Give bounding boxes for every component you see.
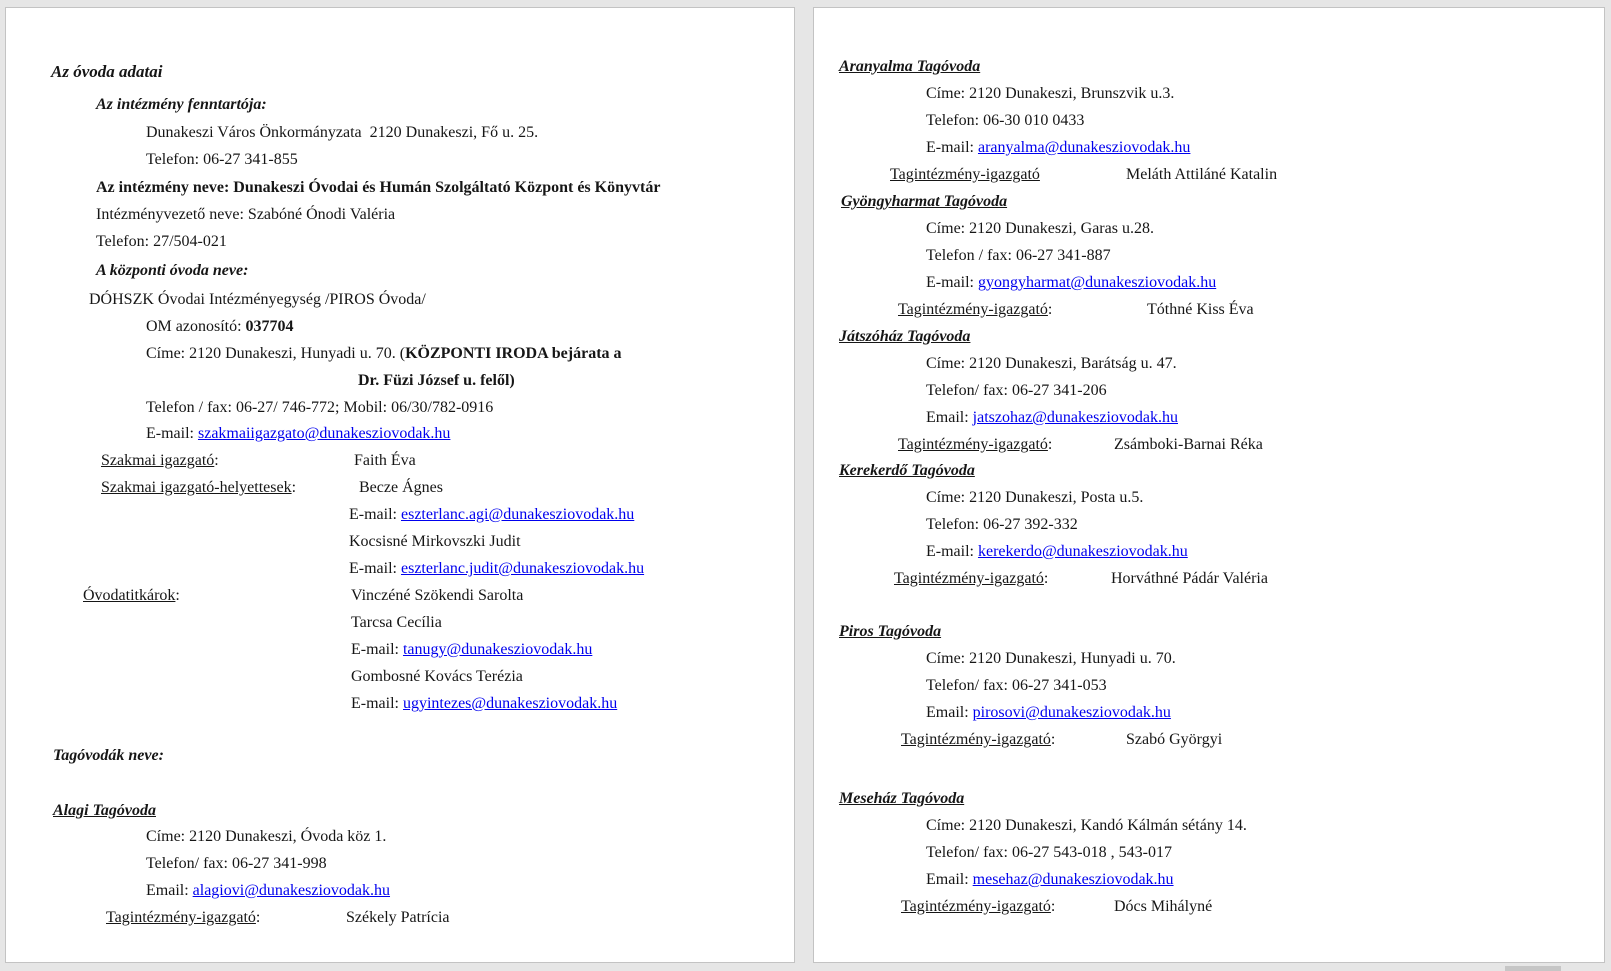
secretaries-line: [83, 585, 524, 606]
deputy1-name: Becze Ágnes: [359, 479, 443, 496]
branch-address: Címe: 2120 Dunakeszi, Posta u.5.: [926, 489, 1144, 506]
branch-email-line: [926, 407, 1178, 428]
branch-email-line: [926, 702, 1171, 723]
branch-director-label: Tagintézmény-igazgató: [894, 570, 1044, 587]
central-phone: Telefon / fax: 06-27/ 746-772; Mobil: 06/30/782-0916: [146, 399, 494, 416]
branch-heading: Piros Tagóvoda: [839, 623, 942, 640]
institution-phone: Telefon: 27/504-021: [96, 233, 227, 250]
branch-director-label: Tagintézmény-igazgató: [901, 898, 1051, 915]
email-label: Email:: [926, 409, 973, 426]
branch-phone: Telefon / fax: 06-27 341-887: [926, 247, 1111, 264]
branch-email-line: [926, 869, 1174, 890]
branch-director-colon: :: [1047, 436, 1053, 453]
branch-phone: Telefon/ fax: 06-27 341-206: [926, 382, 1107, 399]
central-address: [146, 343, 622, 364]
branch-email-link[interactable]: kerekerdo@dunakesziovodak.hu: [977, 543, 1188, 560]
branch-heading: Kerekerdő Tagóvoda: [839, 462, 975, 479]
branch-heading: Aranyalma Tagóvoda: [839, 58, 981, 75]
branch-email-link[interactable]: gyongyharmat@dunakesziovodak.hu: [977, 274, 1217, 291]
email-label: E-mail:: [926, 274, 978, 291]
branch-address: Címe: 2120 Dunakeszi, Hunyadi u. 70.: [926, 650, 1176, 667]
branch-director-label: Tagintézmény-igazgató: [901, 731, 1051, 748]
deputy-line: [101, 477, 443, 498]
email-label: E-mail:: [926, 139, 978, 156]
branch-director-line: [901, 729, 1223, 750]
document-page-right: [813, 7, 1605, 963]
branch-director-name: Dócs Mihályné: [1114, 898, 1213, 915]
branch-email-line: [926, 272, 1216, 293]
page-title: Az óvoda adatai: [51, 62, 163, 81]
om-value: 037704: [245, 318, 294, 335]
branch-phone: Telefon/ fax: 06-27 341-998: [146, 855, 327, 872]
maintainer-address: Dunakeszi Város Önkormányzata 2120 Dunakeszi, Fő u. 25.: [146, 124, 539, 141]
secretary2-name: Tarcsa Cecília: [351, 614, 442, 631]
branch-director-name: Horváthné Pádár Valéria: [1111, 570, 1268, 587]
central-address-line2: Dr. Füzi József u. felől): [358, 372, 515, 389]
branch-director-line: [890, 164, 1278, 185]
branch-director-name: Meláth Attiláné Katalin: [1126, 166, 1278, 183]
director-colon: :: [214, 452, 219, 469]
email-label: Email:: [926, 704, 973, 721]
email-label: Email:: [146, 882, 193, 899]
email-label: E-mail:: [146, 425, 198, 442]
secretary3-email-link[interactable]: ugyintezes@dunakesziovodak.hu: [402, 695, 618, 712]
branch-director-label: Tagintézmény-igazgató: [890, 166, 1040, 183]
branch-director-name: Tóthné Kiss Éva: [1147, 301, 1254, 318]
branch-address: Címe: 2120 Dunakeszi, Garas u.28.: [926, 220, 1154, 237]
branch-email-link[interactable]: mesehaz@dunakesziovodak.hu: [972, 871, 1174, 888]
document-page-left: [5, 7, 795, 963]
secretaries-email-link[interactable]: tanugy@dunakesziovodak.hu: [402, 641, 593, 658]
email-label: E-mail:: [349, 506, 401, 523]
secretary1-name: Vinczéné Szökendi Sarolta: [351, 587, 524, 604]
central-name: DÓHSZK Óvodai Intézményegység /PIROS Óvoda/: [89, 291, 426, 308]
institution-name: Az intézmény neve: Dunakeszi Óvodai és Humán Szolgáltató Központ és Könyvtár: [96, 179, 661, 196]
deputy-colon: :: [291, 479, 297, 496]
branch-director-line: [898, 434, 1263, 455]
secretary3-email-line: [351, 693, 617, 714]
email-label: Email:: [926, 871, 973, 888]
branch-heading-alagi: Alagi Tagóvoda: [53, 802, 156, 819]
branch-heading: Meseház Tagóvoda: [839, 790, 965, 807]
branch-director-label: Tagintézmény-igazgató: [898, 436, 1048, 453]
secretaries-colon: :: [175, 587, 180, 604]
deputy1-email-line: [349, 504, 634, 525]
branch-director-label: Tagintézmény-igazgató: [106, 909, 256, 926]
branch-director-colon: :: [1050, 898, 1056, 915]
secretaries-email-line: [351, 639, 592, 660]
branch-email-line: [146, 880, 390, 901]
email-label: E-mail:: [349, 560, 401, 577]
central-om: [146, 316, 294, 337]
branch-address: Címe: 2120 Dunakeszi, Brunszvik u.3.: [926, 85, 1175, 102]
institution-head: Intézményvezető neve: Szabóné Ónodi Valéria: [96, 206, 396, 223]
email-label: E-mail:: [351, 641, 403, 658]
central-label: A központi óvoda neve:: [96, 262, 249, 279]
branch-director-colon: :: [255, 909, 261, 926]
branch-director-line: [106, 907, 450, 928]
branch-email-link[interactable]: aranyalma@dunakesziovodak.hu: [977, 139, 1191, 156]
email-label: E-mail:: [351, 695, 403, 712]
branch-director-label: Tagintézmény-igazgató: [898, 301, 1048, 318]
deputy-label: Szakmai igazgató-helyettesek: [101, 479, 292, 496]
branch-director-line: [901, 896, 1213, 917]
branch-phone: Telefon/ fax: 06-27 543-018 , 543-017: [926, 844, 1172, 861]
branch-director-colon: :: [1047, 301, 1053, 318]
branch-email-line: [926, 541, 1188, 562]
branch-heading: Gyöngyharmat Tagóvoda: [841, 193, 1008, 210]
email-label: E-mail:: [926, 543, 978, 560]
branch-email-link-alagi[interactable]: alagiovi@dunakesziovodak.hu: [192, 882, 391, 899]
central-address-bold: KÖZPONTI IRODA bejárata a: [405, 345, 622, 362]
branch-director-line: [894, 568, 1268, 589]
central-address-prefix: Címe: 2120 Dunakeszi, Hunyadi u. 70. (: [146, 345, 406, 362]
deputy2-email-link[interactable]: eszterlanc.judit@dunakesziovodak.hu: [400, 560, 645, 577]
maintainer-phone: Telefon: 06-27 341-855: [146, 151, 298, 168]
secretary3-name: Gombosné Kovács Terézia: [351, 668, 523, 685]
branch-phone: Telefon: 06-30 010 0433: [926, 112, 1085, 129]
branch-address: Címe: 2120 Dunakeszi, Barátság u. 47.: [926, 355, 1177, 372]
branch-address: Címe: 2120 Dunakeszi, Óvoda köz 1.: [146, 828, 387, 845]
branch-address: Címe: 2120 Dunakeszi, Kandó Kálmán sétány 14.: [926, 817, 1247, 834]
branch-email-link[interactable]: jatszohaz@dunakesziovodak.hu: [972, 409, 1178, 426]
branch-director-colon: :: [1050, 731, 1056, 748]
central-email-link[interactable]: szakmaiigazgato@dunakesziovodak.hu: [197, 425, 451, 442]
branch-director-line: [898, 299, 1254, 320]
secretaries-label: Óvodatitkárok: [83, 587, 176, 604]
branch-phone: Telefon/ fax: 06-27 341-053: [926, 677, 1107, 694]
director-line: [101, 450, 416, 471]
branch-director-colon: :: [1043, 570, 1049, 587]
branch-email-link[interactable]: pirosovi@dunakesziovodak.hu: [972, 704, 1171, 721]
maintainer-label: Az intézmény fenntartója:: [96, 96, 267, 113]
central-email-line: [146, 423, 450, 444]
deputy2-name: Kocsisné Mirkovszki Judit: [349, 533, 521, 550]
branch-heading: Játszóház Tagóvoda: [839, 328, 971, 345]
branch-director-name: Szabó Györgyi: [1126, 731, 1223, 748]
horizontal-scrollbar-thumb[interactable]: [1505, 966, 1561, 971]
branch-email-line: [926, 137, 1190, 158]
director-label: Szakmai igazgató: [101, 452, 215, 469]
om-label: OM azonosító:: [146, 318, 246, 335]
director-name: Faith Éva: [354, 452, 416, 469]
branch-director-name: Székely Patrícia: [346, 909, 450, 926]
branches-label: Tagóvodák neve:: [53, 747, 164, 764]
deputy2-email-line: [349, 558, 644, 579]
deputy1-email-link[interactable]: eszterlanc.agi@dunakesziovodak.hu: [400, 506, 635, 523]
branch-director-name: Zsámboki-Barnai Réka: [1114, 436, 1263, 453]
branch-phone: Telefon: 06-27 392-332: [926, 516, 1078, 533]
